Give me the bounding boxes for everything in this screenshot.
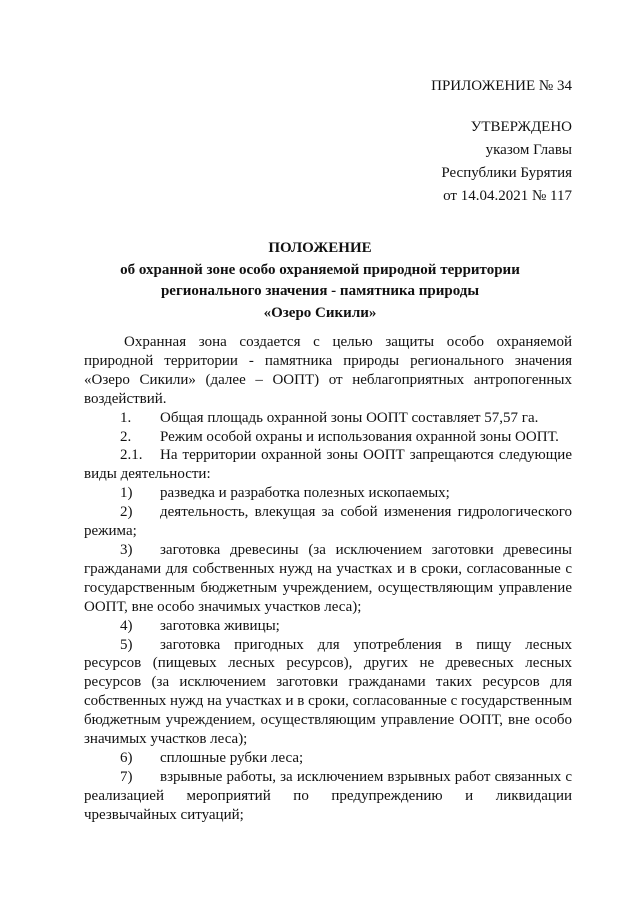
list-item — [84, 484, 572, 503]
item-number: 1. — [120, 409, 132, 426]
item-number: 5) — [120, 636, 133, 653]
item-text: сплошные рубки леса; — [160, 749, 304, 766]
document-body — [84, 333, 572, 825]
appendix-number: ПРИЛОЖЕНИЕ № 34 — [431, 78, 572, 94]
item-text: Общая площадь охранной зоны ООПТ составляет 57,57 га. — [160, 409, 539, 426]
list-item — [84, 503, 572, 541]
approval-line: Республики Бурятия — [441, 165, 572, 181]
list-item — [84, 428, 572, 447]
list-item — [84, 541, 572, 617]
title-line: «Озеро Сикили» — [263, 304, 377, 321]
approval-line: указом Главы — [485, 142, 572, 158]
item-text: взрывные работы, за исключением взрывных работ связанных с реализацией мероприятий по предупреждению и ликвидации чрезвычайных ситуаций; — [84, 768, 572, 823]
approval-line: от 14.04.2021 № 117 — [443, 188, 572, 204]
list-item — [84, 768, 572, 825]
title-line: об охранной зоне особо охраняемой природной территории — [120, 261, 520, 278]
item-number: 6) — [120, 749, 133, 766]
item-text: заготовка древесины (за исключением заготовки древесины гражданами для собственных нужд на участках и в сроки, согласованные с государственным бюджетным учреждением, осуществляющим управление ООПТ, вне особо значимых участков леса); — [84, 541, 572, 615]
list-item — [84, 446, 572, 484]
item-number: 7) — [120, 768, 133, 785]
title-line: регионального значения - памятника природы — [160, 283, 480, 299]
document-title — [70, 238, 570, 324]
item-number: 4) — [120, 617, 133, 634]
intro-paragraph: Охранная зона создается с целью защиты особо охраняемой природной территории - памятника природы регионального значения «Озеро Сикили» (далее – ООПТ) от неблагоприятных антропогенных воздействий. — [84, 334, 572, 407]
item-text: заготовка живицы; — [160, 617, 280, 634]
item-number: 1) — [120, 485, 133, 502]
item-number: 2) — [120, 504, 133, 521]
title-heading: ПОЛОЖЕНИЕ — [268, 240, 372, 256]
list-item — [84, 749, 572, 768]
item-number: 2. — [120, 428, 132, 445]
list-item — [84, 409, 572, 428]
item-text: На территории охранной зоны ООПТ запрещаются следующие виды деятельности: — [84, 447, 572, 483]
item-number: 2.1. — [120, 447, 143, 464]
approval-block — [441, 116, 572, 208]
item-text: деятельность, влекущая за собой изменения гидрологического режима; — [84, 504, 572, 540]
approval-line: УТВЕРЖДЕНО — [470, 119, 572, 135]
item-text: разведка и разработка полезных ископаемых; — [160, 485, 450, 502]
list-item — [84, 636, 572, 749]
item-number: 3) — [120, 541, 133, 558]
item-text: Режим особой охраны и использования охранной зоны ООПТ. — [160, 428, 559, 445]
list-item — [84, 617, 572, 636]
item-text: заготовка пригодных для употребления в пищу лесных ресурсов (пищевых лесных ресурсов), других не древесных лесных ресурсов (за исключением заготовки гражданами таких ресурсов для собственных нужд на участках и в сроки, согласованные с государственным бюджетным учреждением, осуществляющим управление ООПТ, вне особо значимых участков леса); — [84, 636, 572, 748]
